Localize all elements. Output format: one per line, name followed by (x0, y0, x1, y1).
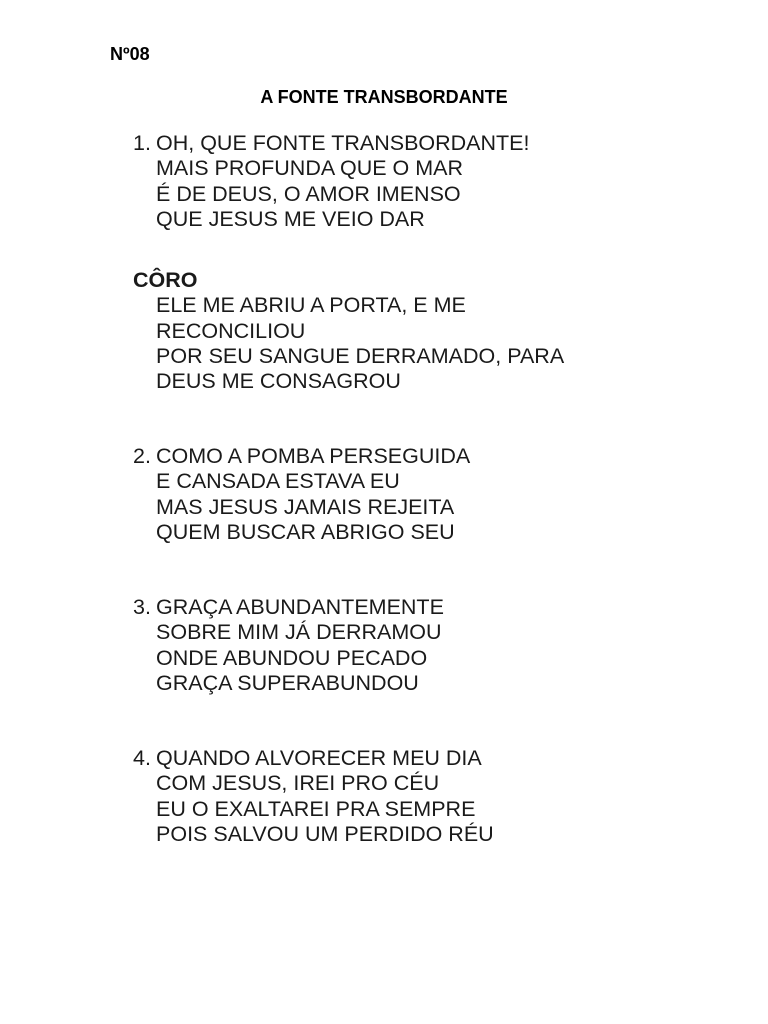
verse-line: ONDE ABUNDOU PECADO (156, 645, 428, 670)
hymn-title: A FONTE TRANSBORDANTE (260, 87, 508, 107)
chorus-label: CÔRO (133, 268, 198, 292)
verse-number: 3. (133, 595, 151, 619)
verse-2 (133, 444, 470, 545)
verse-line: OH, QUE FONTE TRANSBORDANTE! (156, 131, 530, 155)
verse-line: QUEM BUSCAR ABRIGO SEU (156, 519, 455, 544)
verse-line: COM JESUS, IREI PRO CÉU (156, 771, 440, 796)
hymn-number: Nº08 (110, 44, 150, 64)
verse-number: 2. (133, 444, 151, 468)
verse-line: POIS SALVOU UM PERDIDO RÉU (156, 821, 494, 846)
chorus-line: ELE ME ABRIU A PORTA, E ME (156, 293, 466, 318)
verse-line: É DE DEUS, O AMOR IMENSO (156, 181, 461, 206)
verse-line: GRAÇA SUPERABUNDOU (156, 670, 419, 695)
verse-line: SOBRE MIM JÁ DERRAMOU (156, 620, 442, 645)
chorus (133, 268, 564, 394)
verse-line: COMO A POMBA PERSEGUIDA (156, 444, 471, 468)
verse-number: 1. (133, 131, 151, 155)
verse-line: E CANSADA ESTAVA EU (156, 469, 400, 494)
verse-line: GRAÇA ABUNDANTEMENTE (156, 595, 444, 619)
verse-number: 4. (133, 746, 151, 770)
chorus-line: RECONCILIOU (156, 318, 306, 343)
verse-3 (133, 595, 444, 696)
verse-1 (133, 131, 530, 232)
verse-line: EU O EXALTAREI PRA SEMPRE (156, 796, 476, 821)
verse-line: QUANDO ALVORECER MEU DIA (156, 746, 482, 770)
chorus-line: DEUS ME CONSAGROU (156, 369, 401, 394)
verse-line: MAS JESUS JAMAIS REJEITA (156, 494, 455, 519)
chorus-line: POR SEU SANGUE DERRAMADO, PARA (156, 343, 565, 368)
verse-line: MAIS PROFUNDA QUE O MAR (156, 156, 464, 181)
verse-4 (133, 746, 494, 847)
verse-line: QUE JESUS ME VEIO DAR (156, 206, 425, 231)
